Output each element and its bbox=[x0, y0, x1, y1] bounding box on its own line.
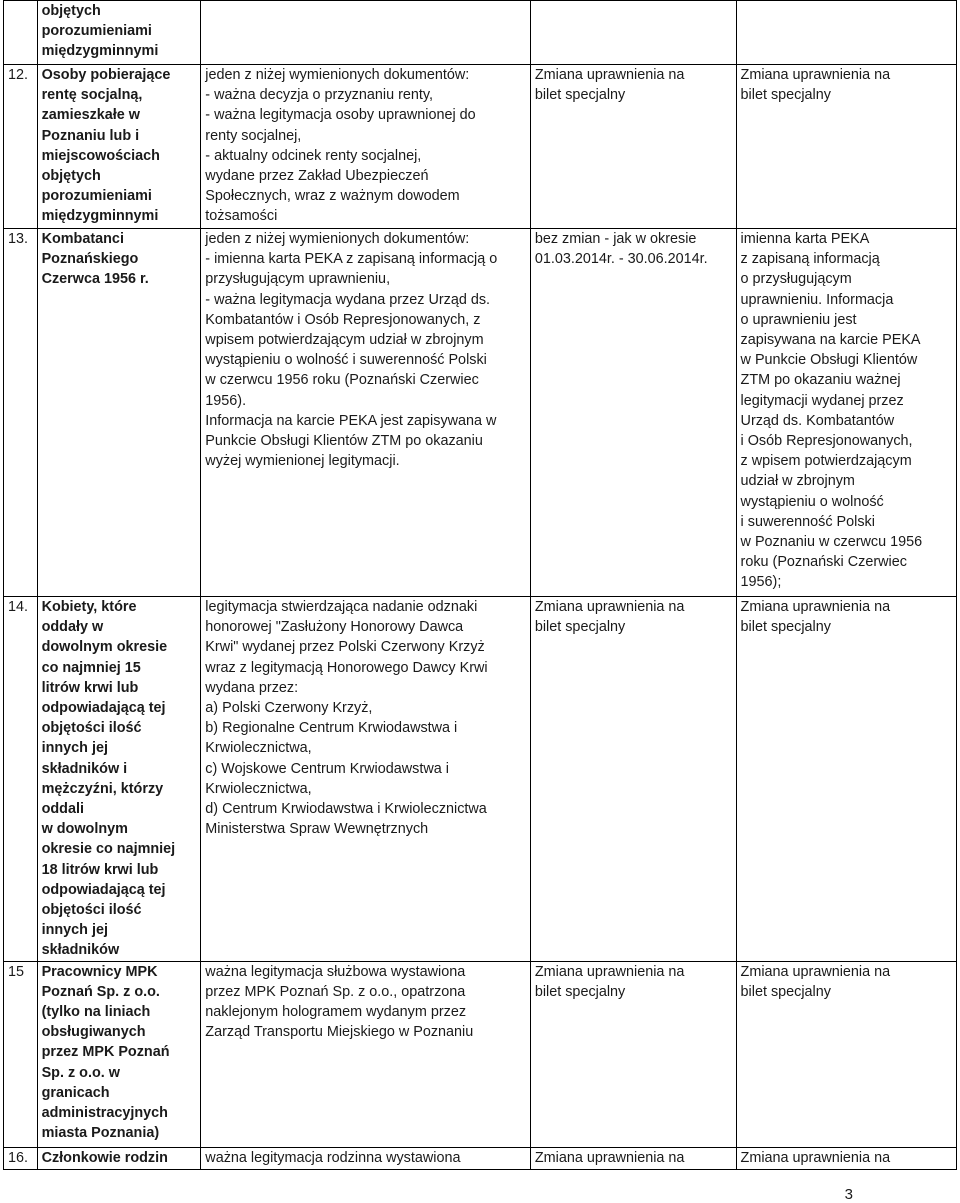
change-cell-2: Zmiana uprawnienia na bilet specjalny bbox=[736, 65, 956, 229]
change-cell-2: Zmiana uprawnienia na bilet specjalny bbox=[736, 597, 956, 962]
row-number-cell: 16. bbox=[4, 1147, 38, 1169]
change-cell: Zmiana uprawnienia na bilet specjalny bbox=[530, 597, 736, 962]
group-name-cell: Pracownicy MPK Poznań Sp. z o.o. (tylko na liniach obsługiwanych przez MPK Poznań Sp. z o.o. w granicach administracyjnych miasta Poznania) bbox=[37, 961, 201, 1147]
table-row bbox=[4, 65, 957, 229]
documents-cell: jeden z niżej wymienionych dokumentów: - ważna decyzja o przyznaniu renty, - ważna legitymacja osoby uprawnionej do renty socjalnej, - aktualny odcinek renty socjalnej, wydane przez Zakład Ubezpieczeń Społecznych, wraz z ważnym dowodem tożsamości bbox=[201, 65, 531, 229]
group-name-cell: Członkowie rodzin bbox=[37, 1147, 201, 1169]
table-row bbox=[4, 1147, 957, 1169]
documents-cell: legitymacja stwierdzająca nadanie odznaki honorowej "Zasłużony Honorowy Dawca Krwi" wydanej przez Polski Czerwony Krzyż wraz z legitymacją Honorowego Dawcy Krwi wydana przez: a) Polski Czerwony Krzyż, b) Regionalne Centrum Krwiodawstwa i Krwiolecznictwa, c) Wojskowe Centrum Krwiodawstwa i Krwiolecznictwa, d) Centrum Krwiodawstwa i Krwiolecznictwa Ministerstwa Spraw Wewnętrznych bbox=[201, 597, 531, 962]
table-row bbox=[4, 961, 957, 1147]
change-cell-2: imienna karta PEKA z zapisaną informacją o przysługującym uprawnieniu. Informacja o uprawnieniu jest zapisywana na karcie PEKA w Punkcie Obsługi Klientów ZTM po okazaniu ważnej legitymacji wydanej przez Urząd ds. Kombatantów i Osób Represjonowanych, z wpisem potwierdzającym udział w zbrojnym wystąpieniu o wolność i suwerenność Polski w Poznaniu w czerwcu 1956 roku (Poznański Czerwiec 1956); bbox=[736, 229, 956, 597]
row-number-cell: 14. bbox=[4, 597, 38, 962]
table-row bbox=[4, 229, 957, 597]
change-cell-2: Zmiana uprawnienia na bilet specjalny bbox=[736, 961, 956, 1147]
table-row bbox=[4, 1, 957, 65]
row-number-cell: 13. bbox=[4, 229, 38, 597]
group-name-cell: objętych porozumieniami międzygminnymi bbox=[37, 1, 201, 65]
change-cell: bez zmian - jak w okresie 01.03.2014r. - 30.06.2014r. bbox=[530, 229, 736, 597]
eligibility-table bbox=[3, 0, 957, 1170]
change-cell: Zmiana uprawnienia na bbox=[530, 1147, 736, 1169]
table-row bbox=[4, 597, 957, 962]
page-number: 3 bbox=[844, 1186, 853, 1203]
documents-cell: ważna legitymacja służbowa wystawiona przez MPK Poznań Sp. z o.o., opatrzona naklejonym hologramem wydanym przez Zarząd Transportu Miejskiego w Poznaniu bbox=[201, 961, 531, 1147]
change-cell bbox=[530, 1, 736, 65]
documents-cell: ważna legitymacja rodzinna wystawiona bbox=[201, 1147, 531, 1169]
change-cell-2: Zmiana uprawnienia na bbox=[736, 1147, 956, 1169]
row-number-cell: 12. bbox=[4, 65, 38, 229]
row-number-cell bbox=[4, 1, 38, 65]
group-name-cell: Kobiety, które oddały w dowolnym okresie co najmniej 15 litrów krwi lub odpowiadającą tej objętości ilość innych jej składników i mężczyźni, którzy oddali w dowolnym okresie co najmniej 18 litrów krwi lub odpowiadającą tej objętości ilość innych jej składników bbox=[37, 597, 201, 962]
documents-cell bbox=[201, 1, 531, 65]
row-number-cell: 15 bbox=[4, 961, 38, 1147]
change-cell-2 bbox=[736, 1, 956, 65]
group-name-cell: Osoby pobierające rentę socjalną, zamieszkałe w Poznaniu lub i miejscowościach objętych porozumieniami międzygminnymi bbox=[37, 65, 201, 229]
change-cell: Zmiana uprawnienia na bilet specjalny bbox=[530, 961, 736, 1147]
group-name-cell: Kombatanci Poznańskiego Czerwca 1956 r. bbox=[37, 229, 201, 597]
documents-cell: jeden z niżej wymienionych dokumentów: - imienna karta PEKA z zapisaną informacją o przysługującym uprawnieniu, - ważna legitymacja wydana przez Urząd ds. Kombatantów i Osób Represjonowanych, z wpisem potwierdzającym udział w zbrojnym wystąpieniu o wolność i suwerenność Polski w czerwcu 1956 roku (Poznański Czerwiec 1956). Informacja na karcie PEKA jest zapisywana w Punkcie Obsługi Klientów ZTM po okazaniu wyżej wymienionej legitymacji. bbox=[201, 229, 531, 597]
change-cell: Zmiana uprawnienia na bilet specjalny bbox=[530, 65, 736, 229]
